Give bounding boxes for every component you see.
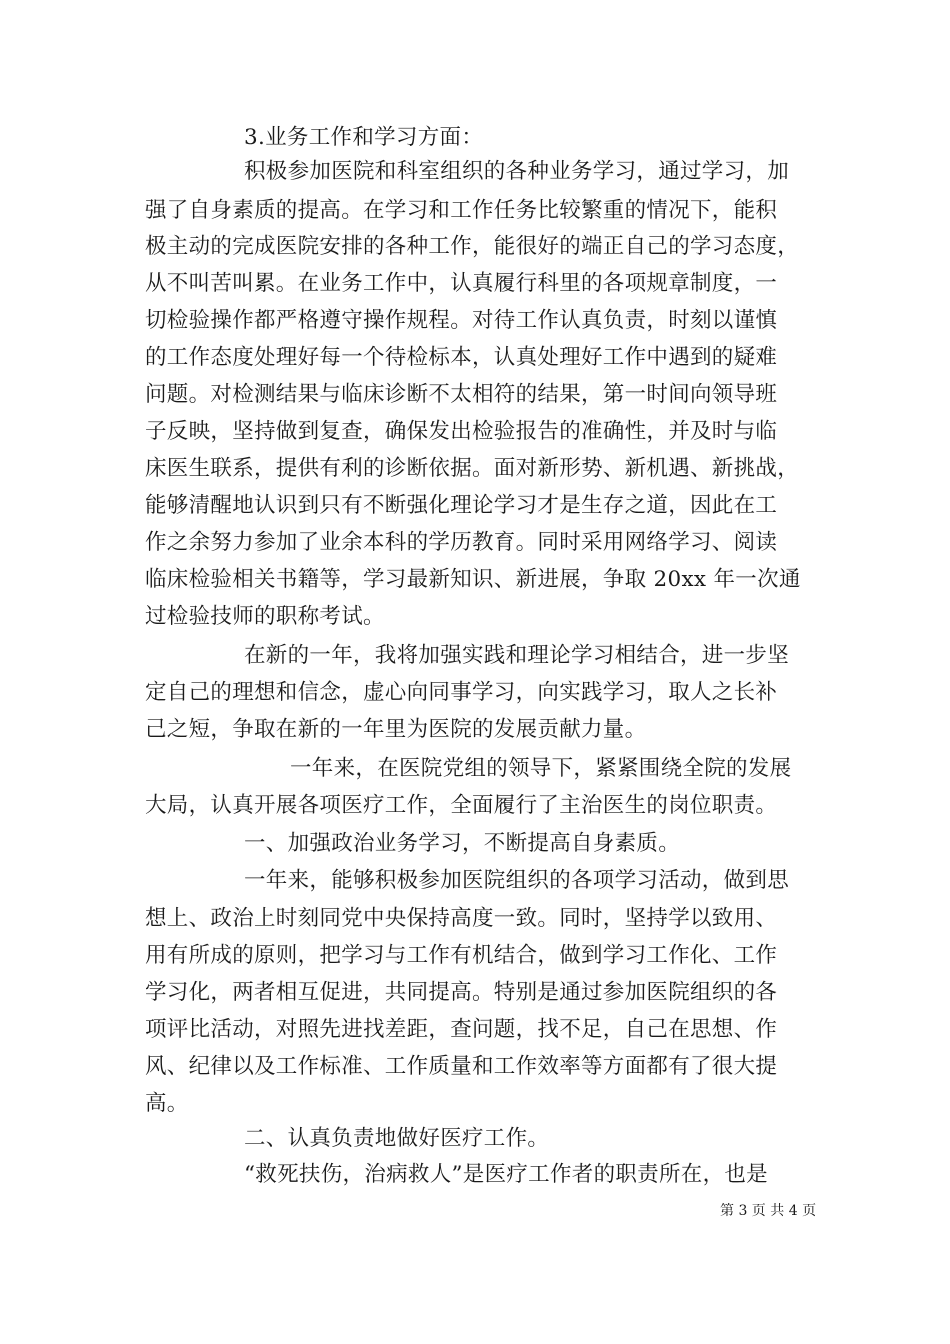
text-line: 从不叫苦叫累。在业务工作中，认真履行科里的各项规章制度，一 <box>145 271 778 296</box>
text-line: 临床检验相关书籍等，学习最新知识、新进展，争取 20xx 年一次通 <box>145 567 801 592</box>
text-line: 项评比活动，对照先进找差距，查问题，找不足，自己在思想、作 <box>145 1017 778 1042</box>
text-line: 一、加强政治业务学习，不断提高自身素质。 <box>244 831 681 856</box>
text-line: 强了自身素质的提高。在学习和工作任务比较繁重的情况下，能积 <box>145 198 778 223</box>
text-line: 一年来，能够积极参加医院组织的各项学习活动，做到思 <box>244 868 790 893</box>
text-line: 过检验技师的职称考试。 <box>145 604 385 629</box>
text-line: 在新的一年，我将加强实践和理论学习相结合，进一步坚 <box>244 643 790 668</box>
text-line: 学习化，两者相互促进，共同提高。特别是通过参加医院组织的各 <box>145 980 778 1005</box>
text-line: 己之短，争取在新的一年里为医院的发展贡献力量。 <box>145 717 647 742</box>
text-line: 二、认真负责地做好医疗工作。 <box>244 1126 550 1151</box>
text-line: 大局，认真开展各项医疗工作，全面履行了主治医生的岗位职责。 <box>145 793 778 818</box>
text-line: 切检验操作都严格遵守操作规程。对待工作认真负责，时刻以谨慎 <box>145 308 778 333</box>
text-line: 定自己的理想和信念，虚心向同事学习，向实践学习，取人之长补 <box>145 680 778 705</box>
text-line: 的工作态度处理好每一个待检标本，认真处理好工作中遇到的疑难 <box>145 345 778 370</box>
text-line: “救死扶伤，治病救人”是医疗工作者的职责所在，也是 <box>244 1162 768 1187</box>
text-line: 想上、政治上时刻同党中央保持高度一致。同时，坚持学以致用、 <box>145 906 778 931</box>
text-line: 能够清醒地认识到只有不断强化理论学习才是生存之道，因此在工 <box>145 493 778 518</box>
text-line: 3.业务工作和学习方面： <box>244 125 484 150</box>
text-line: 用有所成的原则，把学习与工作有机结合，做到学习工作化、工作 <box>145 943 778 968</box>
text-line: 极主动的完成医院安排的各种工作，能很好的端正自己的学习态度， <box>145 234 800 259</box>
text-line: 问题。对检测结果与临床诊断不太相符的结果，第一时间向领导班 <box>145 382 778 407</box>
page-number-footer: 第 3 页 共 4 页 <box>720 1203 817 1219</box>
text-line: 子反映，坚持做到复查，确保发出检验报告的准确性，并及时与临 <box>145 419 778 444</box>
text-line: 积极参加医院和科室组织的各种业务学习，通过学习，加 <box>244 159 790 184</box>
text-line: 风、纪律以及工作标准、工作质量和工作效率等方面都有了很大提 <box>145 1054 778 1079</box>
text-line: 作之余努力参加了业余本科的学历教育。同时采用网络学习、阅读 <box>145 530 778 555</box>
text-line: 床医生联系，提供有利的诊断依据。面对新形势、新机遇、新挑战， <box>145 456 800 481</box>
text-line: 高。 <box>145 1091 189 1116</box>
text-line: 一年来，在医院党组的领导下，紧紧围绕全院的发展 <box>290 756 792 781</box>
